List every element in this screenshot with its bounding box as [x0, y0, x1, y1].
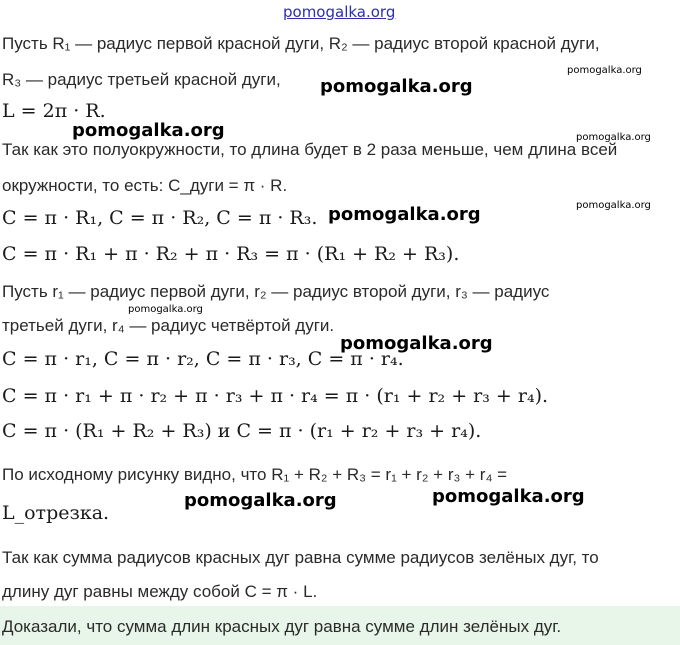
watermark-small: pomogalka.org: [576, 200, 651, 211]
line-13: По исходному рисунку видно, что R₁ + R₂ + R₃ = r₁ + r₂ + r₃ + r₄ =: [2, 465, 508, 484]
conclusion-box: [0, 606, 680, 645]
line-5: окружности, то есть: C_дуги = π · R.: [2, 176, 288, 195]
watermark: pomogalka.org: [184, 490, 337, 511]
line-14-formula: L_отрезка.: [2, 502, 110, 524]
watermark: pomogalka.org: [432, 486, 585, 507]
line-9: третьей дуги, r₄ — радиус четвёртой дуги.: [2, 316, 335, 335]
line-15: Так как сумма радиусов красных дуг равна сумме радиусов зелёных дуг, то: [2, 548, 599, 567]
watermark: pomogalka.org: [72, 120, 225, 141]
line-3-formula: L = 2π · R.: [2, 100, 106, 122]
line-12-formula: C = π · (R₁ + R₂ + R₃) и C = π · (r₁ + r₂ + r₃ + r₄).: [2, 420, 482, 442]
line-6-formula: C = π · R₁, C = π · R₂, C = π · R₃.: [2, 207, 318, 229]
conclusion-text: Доказали, что сумма длин красных дуг равна сумме длин зелёных дуг.: [2, 617, 562, 636]
line-1: Пусть R₁ — радиус первой красной дуги, R₂ — радиус второй красной дуги,: [2, 34, 600, 53]
watermark-small: pomogalka.org: [576, 132, 651, 143]
watermark-small: pomogalka.org: [128, 304, 203, 315]
line-8: Пусть r₁ — радиус первой дуги, r₂ — радиус второй дуги, r₃ — радиус: [2, 282, 550, 301]
watermark: pomogalka.org: [320, 76, 473, 97]
line-16: длину дуг равны между собой C = π · L.: [2, 582, 318, 601]
line-4: Так как это полуокружности, то длина будет в 2 раза меньше, чем длина всей: [2, 140, 618, 159]
watermark: pomogalka.org: [340, 333, 493, 354]
line-10-formula: C = π · r₁, C = π · r₂, C = π · r₃, C = π · r₄.: [2, 348, 404, 370]
line-11-formula: C = π · r₁ + π · r₂ + π · r₃ + π · r₄ = π · (r₁ + r₂ + r₃ + r₄).: [2, 385, 549, 407]
watermark-small: pomogalka.org: [567, 65, 642, 76]
watermark: pomogalka.org: [328, 204, 481, 225]
site-link[interactable]: pomogalka.org: [283, 3, 396, 21]
line-7-formula: C = π · R₁ + π · R₂ + π · R₃ = π · (R₁ + R₂ + R₃).: [2, 243, 460, 265]
line-2: R₃ — радиус третьей красной дуги,: [2, 70, 281, 89]
